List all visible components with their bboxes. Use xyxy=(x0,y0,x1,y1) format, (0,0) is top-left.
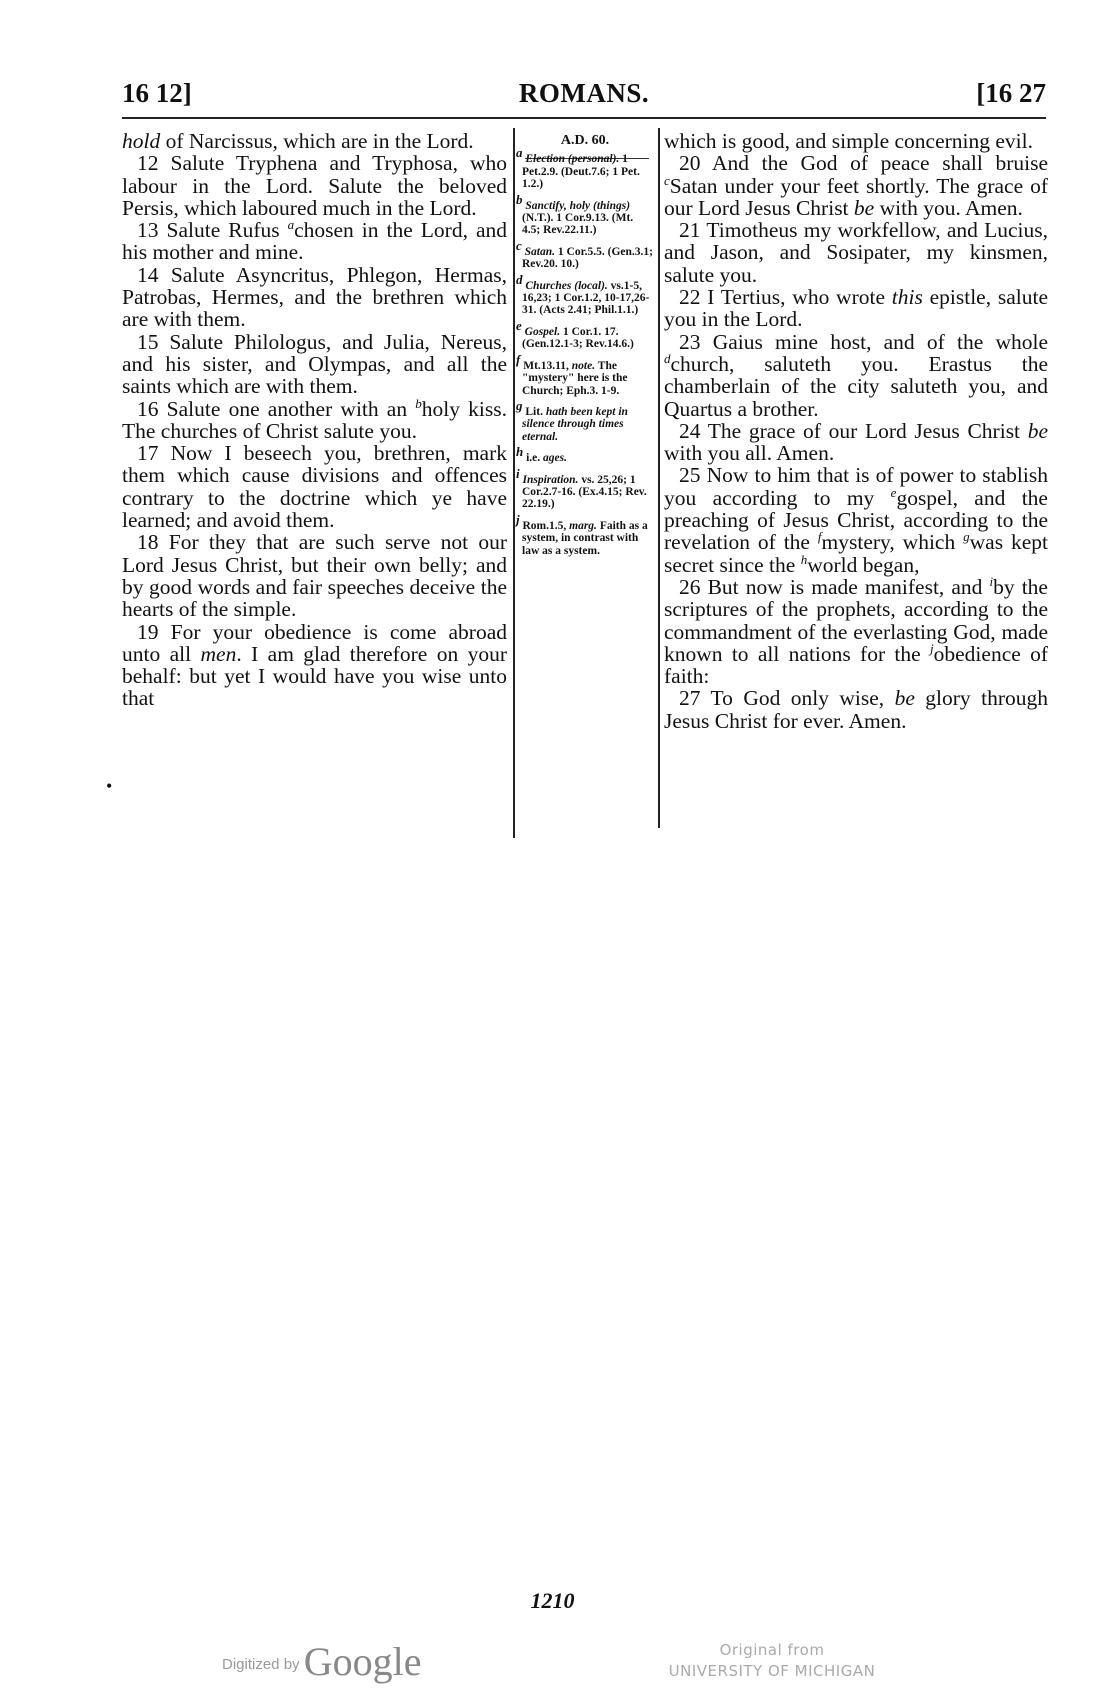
verse-paragraph: 19 For your obedience is come abroad unto all men. I am glad therefore on your behalf: but yet I would have you wise unto that xyxy=(122,619,507,711)
digitized-prefix: Digitized by xyxy=(222,1656,300,1673)
page-number: 1210 xyxy=(530,1588,575,1613)
verse-paragraph: 24 The grace of our Lord Jesus Christ be with you all. Amen. xyxy=(664,418,1048,466)
google-logo: Google xyxy=(303,1639,422,1684)
marginal-note: $^f$ Mt.13.11, note. The "mystery" here is the Church; Eph.3. 1-9. xyxy=(516,351,628,397)
university-name: UNIVERSITY OF MICHIGAN xyxy=(668,1662,876,1680)
marginal-note: $^c$ Satan. 1 Cor.5.5. (Gen.3.1; Rev.20. 10.) xyxy=(516,238,653,271)
verse-paragraph: 18 For they that are such serve not our Lord Jesus Christ, but their own belly; and by good words and fair speeches deceive the hearts of the simple. xyxy=(122,530,507,622)
verse-paragraph: 27 To God only wise, be glory through Jesus Christ for ever. Amen. xyxy=(664,686,1048,733)
verse-paragraph: hold of Narcissus, which are in the Lord. xyxy=(122,129,474,153)
right-text-column xyxy=(664,130,1048,732)
header-right-ref: [16 27 xyxy=(976,78,1046,108)
running-header xyxy=(122,78,1046,118)
cross-reference-notes xyxy=(516,145,654,557)
verse-paragraph: 20 And the God of peace shall bruise $^c$Satan under your feet shortly. The grace of our Lord Jesus Christ be with you. Amen. xyxy=(664,151,1048,220)
verse-paragraph: 14 Salute Asyncritus, Phlegon, Hermas, Patrobas, Hermes, and the brethren which are with them. xyxy=(122,262,507,332)
marginal-note: $^i$ Inspiration. vs. 25,26; 1 Cor.2.7-16. (Ex.4.15; Rev. 22.19.) xyxy=(516,465,647,511)
marginal-note: $^e$ Gospel. 1 Cor.1. 17. (Gen.12.1-3; Rev.14.6.) xyxy=(516,318,634,351)
verse-paragraph: 22 I Tertius, who wrote this epistle, salute you in the Lord. xyxy=(664,285,1048,332)
verse-paragraph: 16 Salute one another with an $^b$holy kiss. The churches of Christ salute you. xyxy=(122,395,507,443)
marginal-notes-column xyxy=(516,135,654,566)
header-left-ref: 16 12] xyxy=(122,78,192,108)
date-label: A.D. 60. xyxy=(560,133,610,148)
original-source-watermark xyxy=(662,1640,882,1682)
marginal-note: $^g$ Lit. hath been kept in silence through times eternal. xyxy=(516,398,628,443)
column-divider-left xyxy=(513,128,515,838)
verse-paragraph: 13 Salute Rufus $^a$chosen in the Lord, and his mother and mine. xyxy=(122,217,508,265)
header-book-title: ROMANS. xyxy=(518,78,650,108)
verse-paragraph: 15 Salute Philologus, and Julia, Nereus, and his sister, and Olympas, and all the saints which are with them. xyxy=(122,329,507,399)
verse-paragraph: 23 Gaius mine host, and of the whole $^d$church, saluteth you. Erastus the chamberlain of the city saluteth you, and Quartus a brother. xyxy=(664,329,1048,421)
margin-bullet: • xyxy=(106,776,113,796)
marginal-note: $^h$ i.e. ages. xyxy=(516,444,568,465)
header-rule xyxy=(122,117,1046,119)
verse-paragraph: which is good, and simple concerning evil. xyxy=(664,129,1034,153)
verse-paragraph: 12 Salute Tryphena and Tryphosa, who labour in the Lord. Salute the beloved Persis, which laboured much in the Lord. xyxy=(122,151,507,220)
original-from: Original from xyxy=(719,1641,825,1659)
marginal-note: $^b$ Sanctify, holy (things) (N.T.). 1 Cor.9.13. (Mt. 4.5; Rev.22.11.) xyxy=(516,191,634,237)
marginal-note: $^j$ Rom.1.5, marg. Faith as a system, in contrast with law as a system. xyxy=(516,511,648,557)
left-text-column xyxy=(122,130,507,710)
verse-paragraph: 26 But now is made manifest, and $^i$by the scriptures of the prophets, according to the commandment of the everlasting God, made known to all nations for the $^j$obedience of faith: xyxy=(664,573,1048,689)
verse-paragraph: 25 Now to him that is of power to stablish you according to my $^e$gospel, and the preaching of Jesus Christ, according to the revelation of the $^f$mystery, which $^g$was kept secret since the $^h$world began, xyxy=(664,463,1049,577)
marginal-note: $^d$ Churches (local). vs.1-5, 16,23; 1 Cor.1.2, 10-17,26-31. (Acts 2.41; Phil.1.1.) xyxy=(516,271,650,317)
verse-paragraph: 21 Timotheus my workfellow, and Lucius, and Jason, and Sosipater, my kinsmen, salute you. xyxy=(664,218,1048,287)
digitized-watermark xyxy=(222,1638,421,1685)
verse-paragraph: 17 Now I beseech you, brethren, mark them which cause divisions and offences contrary to the doctrine which ye have learned; and avoid them. xyxy=(122,441,507,533)
column-divider-right xyxy=(658,128,660,828)
marginal-note: $^a$ Election (personal). 1 Pet.2.9. (Deut.7.6; 1 Pet. 1.2.) xyxy=(516,145,640,191)
